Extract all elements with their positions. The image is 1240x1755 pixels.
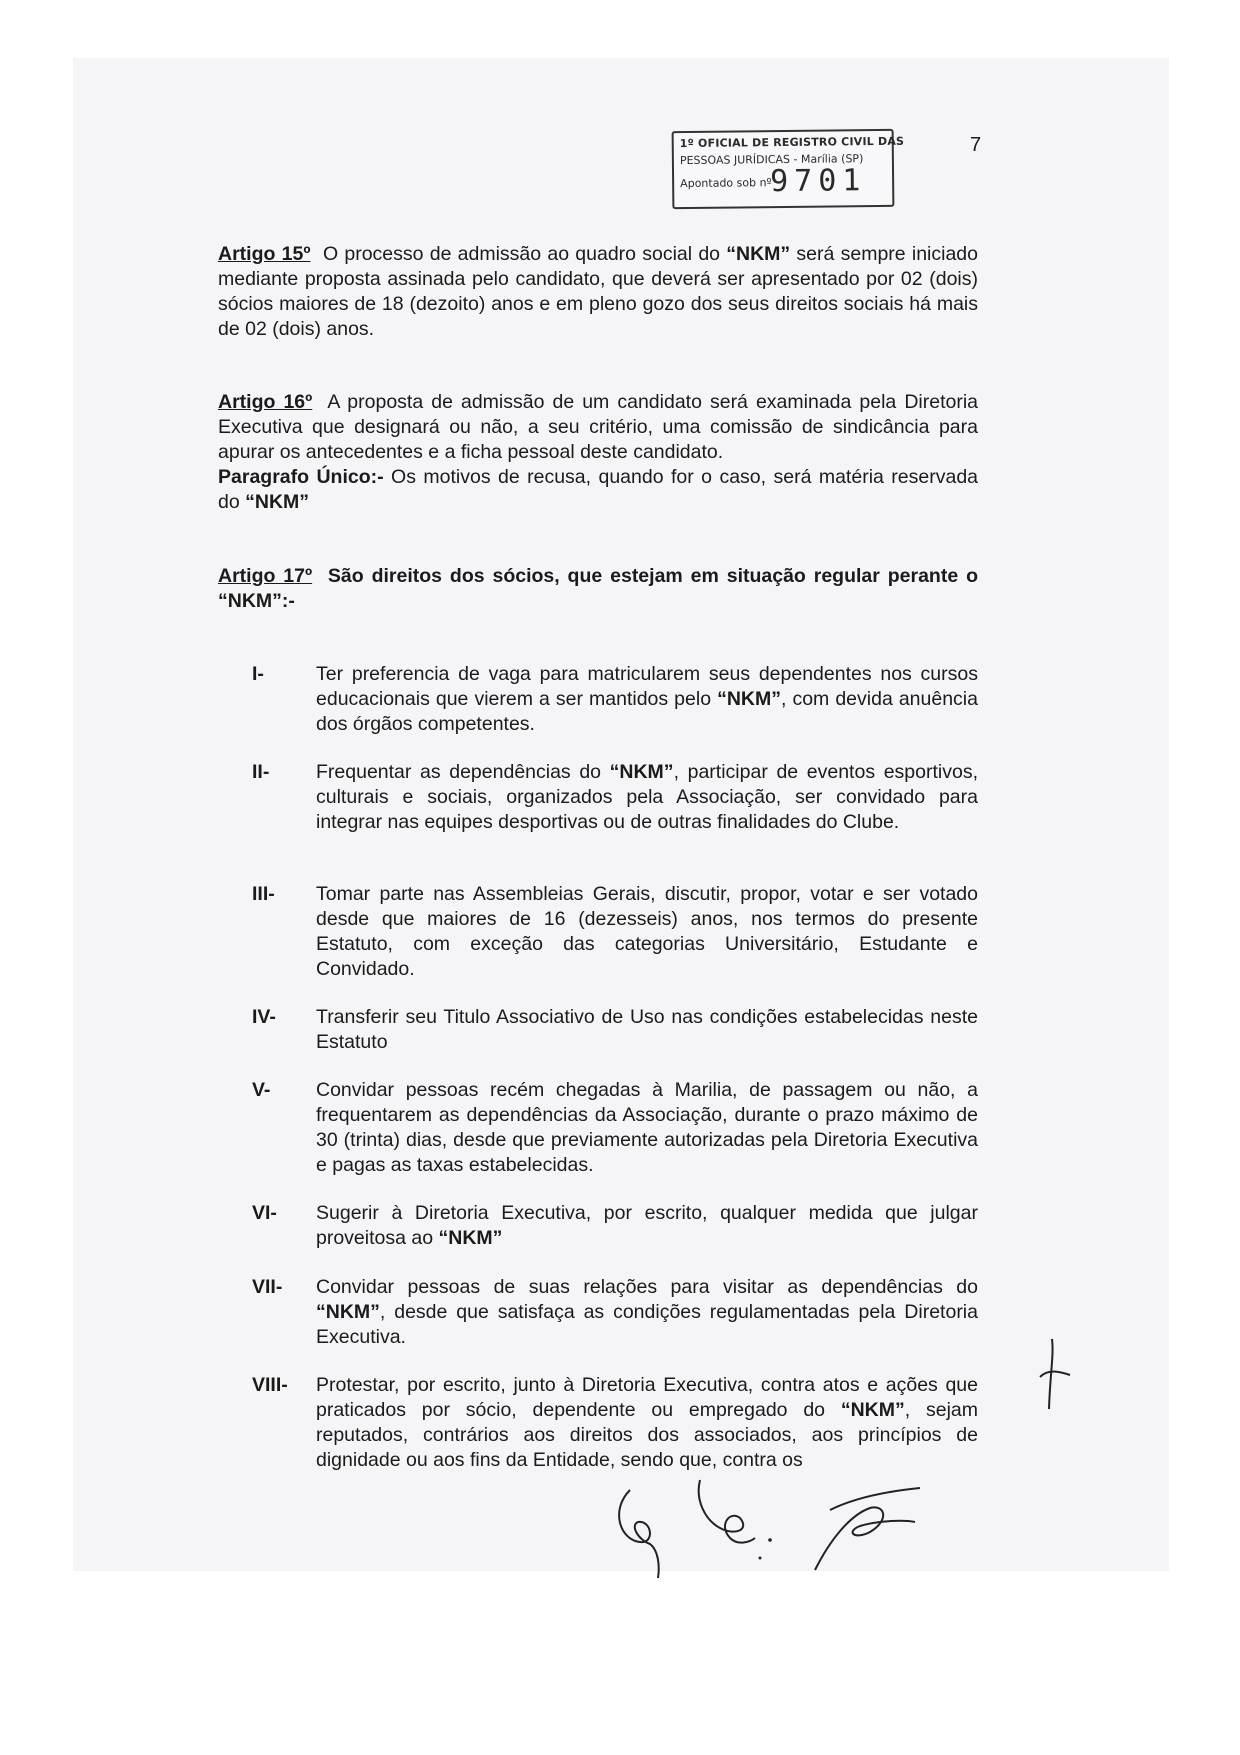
artigo-15-text-1: O processo de admissão ao quadro social do bbox=[322, 243, 727, 265]
item-number: VII- bbox=[252, 1276, 283, 1298]
margin-initial-signature bbox=[1030, 1335, 1080, 1415]
item-text: Transferir seu Titulo Associativo de Uso nas condições estabelecidas neste Estatuto bbox=[316, 1006, 978, 1053]
nkm-name: “NKM” bbox=[726, 243, 791, 265]
paragrafo-unico-label: Paragrafo Único:- bbox=[218, 466, 384, 488]
item-number: V- bbox=[252, 1079, 271, 1101]
artigo-17 bbox=[218, 564, 978, 614]
artigo-17-label: Artigo 17º bbox=[218, 565, 313, 587]
item-text: Sugerir à Diretoria Executiva, por escrito, qualquer medida que julgar proveitosa ao bbox=[316, 1202, 978, 1249]
stamp-number: 9701 bbox=[769, 163, 867, 200]
item-text: Protestar, por escrito, junto à Diretoria Executiva, contra atos e ações que praticados por sócio, dependente ou empregado do bbox=[316, 1374, 978, 1421]
item-text: , participar de eventos esportivos, culturais e sociais, organizados pela Associação, ser convidado para integrar nas equipes desportivas ou de outras finalidades do Clube. bbox=[316, 761, 978, 833]
registry-stamp bbox=[672, 129, 905, 209]
nkm-name: “NKM” bbox=[316, 1301, 380, 1323]
item-text: Convidar pessoas de suas relações para visitar as dependências do bbox=[316, 1276, 978, 1298]
artigo-16-text-1: A proposta de admissão de um candidato será examinada pela Diretoria Executiva que designará ou não, a seu critério, uma comissão de sindicância para apurar os antecedentes e a ficha pessoal deste candidato. bbox=[218, 391, 979, 463]
page-number: 7 bbox=[970, 134, 982, 156]
artigo-16-text-2: Os motivos de recusa, quando for o caso, será matéria reservada do bbox=[218, 466, 979, 513]
item-number: VI- bbox=[252, 1202, 277, 1224]
item-number: I- bbox=[252, 663, 264, 685]
artigo-15-label: Artigo 15º bbox=[218, 243, 311, 265]
artigo-16 bbox=[218, 390, 978, 515]
nkm-name: “NKM” bbox=[609, 761, 674, 783]
nkm-name: “NKM” bbox=[438, 1227, 503, 1249]
artigo-15 bbox=[218, 242, 978, 342]
artigo-15-text-2: será sempre iniciado mediante proposta assinada pelo candidato, que deverá ser apresentado por 02 (dois) sócios maiores de 18 (dezoito) anos e em pleno gozo dos seus direitos sociais há mais de 02 (dois) anos. bbox=[218, 243, 978, 340]
item-text: , com devida anuência dos órgãos competentes. bbox=[316, 688, 978, 735]
item-text: , desde que satisfaça as condições regulamentadas pela Diretoria Executiva. bbox=[316, 1301, 978, 1348]
stamp-line-1: 1º OFICIAL DE REGISTRO CIVIL DAS bbox=[679, 134, 905, 151]
item-number: VIII- bbox=[252, 1374, 288, 1396]
artigo-16-label: Artigo 16º bbox=[218, 391, 313, 413]
item-number: II- bbox=[252, 761, 270, 783]
signatures bbox=[600, 1470, 940, 1580]
nkm-name: “NKM” bbox=[840, 1399, 905, 1421]
stamp-line-2: PESSOAS JURÍDICAS - Marília (SP) bbox=[679, 152, 864, 168]
nkm-name: “NKM” bbox=[245, 491, 310, 513]
item-text: Convidar pessoas recém chegadas à Marilia, de passagem ou não, a frequentarem as dependências da Associação, durante o prazo máximo de 30 (trinta) dias, desde que previamente autorizadas pela Diretoria Executiva e pagas as taxas estabelecidas. bbox=[316, 1079, 978, 1176]
item-number: IV- bbox=[252, 1006, 276, 1028]
item-text: Frequentar as dependências do bbox=[316, 761, 610, 783]
item-number: III- bbox=[252, 883, 275, 905]
item-text: , sejam reputados, contrários aos direitos dos associados, aos princípios de dignidade ou aos fins da Entidade, sendo que, contra os bbox=[316, 1399, 978, 1471]
item-text: Ter preferencia de vaga para matricularem seus dependentes nos cursos educacionais que vierem a ser mantidos pelo bbox=[316, 663, 978, 710]
nkm-name: “NKM” bbox=[717, 688, 781, 710]
item-text: Tomar parte nas Assembleias Gerais, discutir, propor, votar e ser votado desde que maiores de 16 (dezesseis) anos, nos termos do presente Estatuto, com exceção das categorias Universitário, Estudante e Convidado. bbox=[316, 883, 978, 980]
artigo-17-heading: São direitos dos sócios, que estejam em situação regular perante o “NKM”:- bbox=[218, 565, 978, 612]
stamp-line-3: Apontado sob nº bbox=[680, 176, 772, 191]
